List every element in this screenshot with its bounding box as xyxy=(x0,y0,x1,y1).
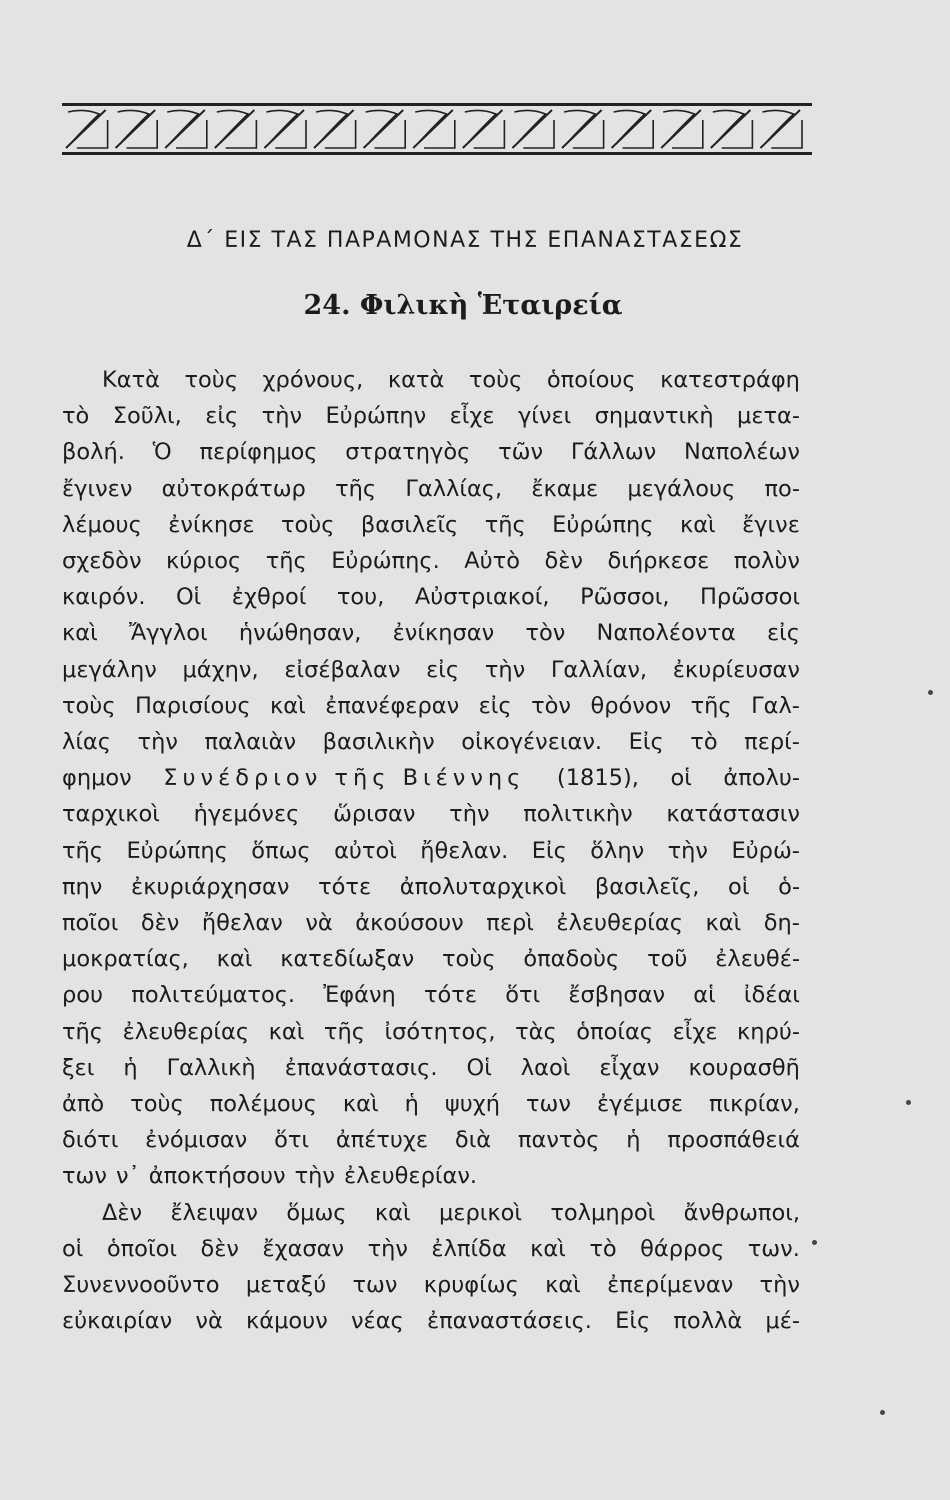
text-line: ἀπὸ τοὺς πολέμους καὶ ἡ ψυχή των ἐγέμισε πικρίαν, xyxy=(62,1091,800,1118)
text-line: τὸ Σοῦλι, εἰς τὴν Εὐρώπην εἶχε γίνει σημαντικὴ μετα- xyxy=(62,403,800,430)
text-line: καιρόν. Οἱ ἐχθροί του, Αὐστριακοί, Ρῶσσοι, Πρῶσσοι xyxy=(62,584,800,611)
text-line: ἔγινεν αὐτοκράτωρ τῆς Γαλλίας, ἔκαμε μεγάλους πο- xyxy=(62,475,800,502)
text-line: καὶ Ἄγγλοι ἡνώθησαν, ἐνίκησαν τὸν Ναπολέοντα εἰς xyxy=(62,620,800,647)
paragraph xyxy=(62,1195,800,1340)
text-line: φημον Συνέδριον τῆς Βιέννης (1815), οἱ ἀπολυ- xyxy=(62,765,800,792)
text-line: ταρχικοὶ ἡγεμόνες ὥρισαν τὴν πολιτικὴν κατάστασιν xyxy=(62,801,800,828)
text-line: λέμους ἐνίκησε τοὺς βασιλεῖς τῆς Εὐρώπης καὶ ἔγινε xyxy=(62,511,800,538)
text-line: μεγάλην μάχην, εἰσέβαλαν εἰς τὴν Γαλλίαν, ἐκυρίευσαν xyxy=(62,656,800,683)
print-speck xyxy=(812,1240,817,1245)
ornament-motif xyxy=(562,110,604,148)
section-title: 24. Φιλικὴ Ἑταιρεία xyxy=(303,290,623,321)
text-line: λίας τὴν παλαιὰν βασιλικὴν οἰκογένειαν. Εἰς τὸ περί- xyxy=(62,729,800,756)
text-line: τοὺς Παρισίους καὶ ἐπανέφεραν εἰς τὸν θρόνον τῆς Γαλ- xyxy=(62,692,800,719)
text-line: τῆς Εὐρώπης ὅπως αὐτοὶ ἤθελαν. Εἰς ὅλην τὴν Εὐρώ- xyxy=(62,837,800,864)
ornament-motif xyxy=(66,110,108,148)
text-line: τῆς ἐλευθερίας καὶ τῆς ἰσότητος, τὰς ὁποίας εἶχε κηρύ- xyxy=(62,1018,800,1045)
paragraph xyxy=(62,362,800,1195)
ornament-motif xyxy=(612,110,654,148)
text-line: Συνεννοοῦντο μεταξύ των κρυφίως καὶ ἐπερίμεναν τὴν xyxy=(62,1272,800,1299)
text-line: πην ἐκυριάρχησαν τότε ἀπολυταρχικοὶ βασιλεῖς, οἱ ὁ- xyxy=(62,873,800,900)
print-speck xyxy=(906,1100,911,1105)
ornament-motif xyxy=(661,110,703,148)
ornament-motif xyxy=(364,110,406,148)
ornament-motif xyxy=(711,110,753,148)
ornament-motif xyxy=(413,110,455,148)
text-line: των ν᾿ ἀποκτήσουν τὴν ἐλευθερίαν. xyxy=(62,1163,478,1190)
text-line: οἱ ὁποῖοι δὲν ἔχασαν τὴν ἐλπίδα καὶ τὸ θάρρος των. xyxy=(62,1235,800,1262)
text-line: εὐκαιρίαν νὰ κάμουν νέας ἐπαναστάσεις. Εἰς πολλὰ μέ- xyxy=(62,1308,800,1335)
text-line: Δὲν ἔλειψαν ὅμως καὶ μερικοὶ τολμηροὶ ἄνθρωποι, xyxy=(102,1199,800,1226)
text-line: διότι ἐνόμισαν ὅτι ἀπέτυχε διὰ παντὸς ἡ προσπάθειά xyxy=(62,1127,800,1154)
text-line: μοκρατίας, καὶ κατεδίωξαν τοὺς ὀπαδοὺς τοῦ ἐλευθέ- xyxy=(62,946,800,973)
ornament-motif xyxy=(215,110,257,148)
chapter-title: Δ΄ ΕΙΣ ΤΑΣ ΠΑΡΑΜΟΝΑΣ ΤΗΣ ΕΠΑΝΑΣΤΑΣΕΩΣ xyxy=(186,228,744,253)
text-line: σχεδὸν κύριος τῆς Εὐρώπης. Αὐτὸ δὲν διήρκεσε πολὺν xyxy=(62,548,800,575)
text-line: ξει ἡ Γαλλικὴ ἐπανάστασις. Οἱ λαοὶ εἶχαν κουρασθῆ xyxy=(62,1054,800,1081)
text-line: βολή. Ὁ περίφημος στρατηγὸς τῶν Γάλλων Ναπολέων xyxy=(62,439,800,466)
text-line: ρου πολιτεύματος. Ἐφάνη τότε ὅτι ἔσβησαν αἱ ἰδέαι xyxy=(62,982,800,1009)
print-speck xyxy=(880,1410,885,1415)
ornament-motif xyxy=(463,110,505,148)
ornament-motif xyxy=(165,110,207,148)
ornament-motif xyxy=(264,110,306,148)
body-text xyxy=(62,362,800,1339)
ornament-motif xyxy=(314,110,356,148)
ornament-motif xyxy=(760,110,802,148)
decorative-border-ornament xyxy=(62,103,812,155)
ornament-motif xyxy=(512,110,554,148)
text-line: Κατὰ τοὺς χρόνους, κατὰ τοὺς ὁποίους κατεστράφη xyxy=(102,367,800,393)
print-speck xyxy=(928,690,933,695)
text-line: ποῖοι δὲν ἤθελαν νὰ ἀκούσουν περὶ ἐλευθερίας καὶ δη- xyxy=(62,910,800,937)
ornament-motif xyxy=(116,110,158,148)
